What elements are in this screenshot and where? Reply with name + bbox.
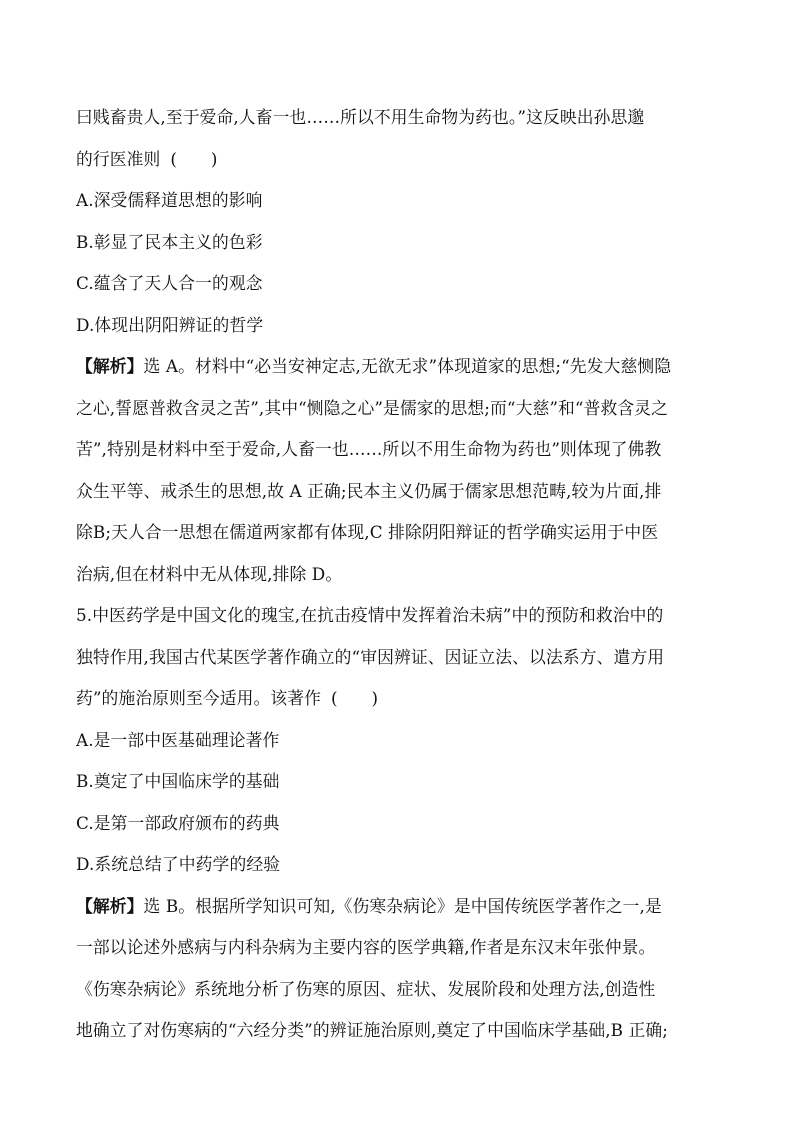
q4-analysis-tag: 【解析】 — [76, 356, 144, 376]
q4-option-b: B.彰显了民本主义的色彩 — [76, 231, 263, 252]
q4-analysis-line-1 — [76, 346, 722, 388]
q5-stem-text: 药”的施治原则至今适用。该著作 — [76, 688, 322, 708]
q5-analysis-text: 选 B。根据所学知识可知,《伤寒杂病论》是中国传统医学著作之一,是 — [143, 895, 662, 916]
q4-stem-line-1: 曰贱畜贵人,至于爱命,人畜一也……所以不用生命物为药也。”这反映出孙思邈 — [76, 107, 645, 127]
q4-answer-blank: ( ) — [170, 148, 218, 169]
q5-stem-line-2: 独特作用,我国古代某医学著作确立的“审因辨证、因证立法、以法系方、遣方用 — [76, 646, 665, 667]
q5-option-d: D.系统总结了中药学的经验 — [76, 854, 281, 874]
q5-analysis-line-1 — [76, 886, 722, 928]
q4-analysis-line-6: 治病,但在材料中无从体现,排除 D。 — [76, 563, 343, 584]
q5-analysis-line-4: 地确立了对伤寒病的“六经分类”的辨证施治原则,奠定了中国临床学基础,B 正确; — [76, 1020, 669, 1040]
q4-analysis-line-4: 众生平等、戒杀生的思想,故 A 正确;民本主义仍属于儒家思想范畴,较为片面,排 — [76, 480, 662, 501]
q4-stem-line-2 — [76, 139, 722, 181]
q4-analysis-line-3: 苦”,特别是材料中至于爱命,人畜一也……所以不用生命物为药也”则体现了佛教 — [76, 439, 662, 459]
q5-answer-blank: ( ) — [331, 688, 379, 708]
q5-analysis-line-3: 《伤寒杂病论》系统地分析了伤寒的原因、症状、发展阶段和处理方法,创造性 — [76, 978, 656, 999]
q4-analysis-line-2: 之心,誓愿普救含灵之苦”,其中“恻隐之心”是儒家的思想;而“大慈”和“普救含灵之 — [76, 397, 669, 418]
document-body — [76, 97, 722, 1052]
q4-analysis-line-5: 除B;天人合一思想在儒道两家都有体现,C 排除阴阳辩证的哲学确实运用于中医 — [76, 522, 659, 542]
q5-option-c: C.是第一部政府颁布的药典 — [76, 812, 280, 833]
q5-option-b: B.奠定了中国临床学的基础 — [76, 771, 280, 791]
q5-option-a: A.是一部中医基础理论著作 — [76, 729, 280, 750]
q5-stem-line-1: 5.中医药学是中国文化的瑰宝,在抗击疫情中发挥着治未病”中的预防和救治中的 — [76, 605, 664, 625]
q4-analysis-text: 选 A。材料中“必当安神定志,无欲无求”体现道家的思想;“先发大慈恻隐 — [143, 356, 672, 376]
q4-option-c: C.蕴含了天人合一的观念 — [76, 273, 263, 293]
q5-stem-line-3 — [76, 678, 722, 720]
q4-option-d: D.体现出阴阳辨证的哲学 — [76, 314, 264, 335]
q5-analysis-line-2: 一部以论述外感病与内科杂病为主要内容的医学典籍,作者是东汉末年张仲景。 — [76, 937, 656, 957]
q4-stem-text: 的行医准则 — [76, 148, 161, 169]
q5-analysis-tag: 【解析】 — [76, 895, 144, 916]
q4-option-a: A.深受儒释道思想的影响 — [76, 190, 263, 210]
